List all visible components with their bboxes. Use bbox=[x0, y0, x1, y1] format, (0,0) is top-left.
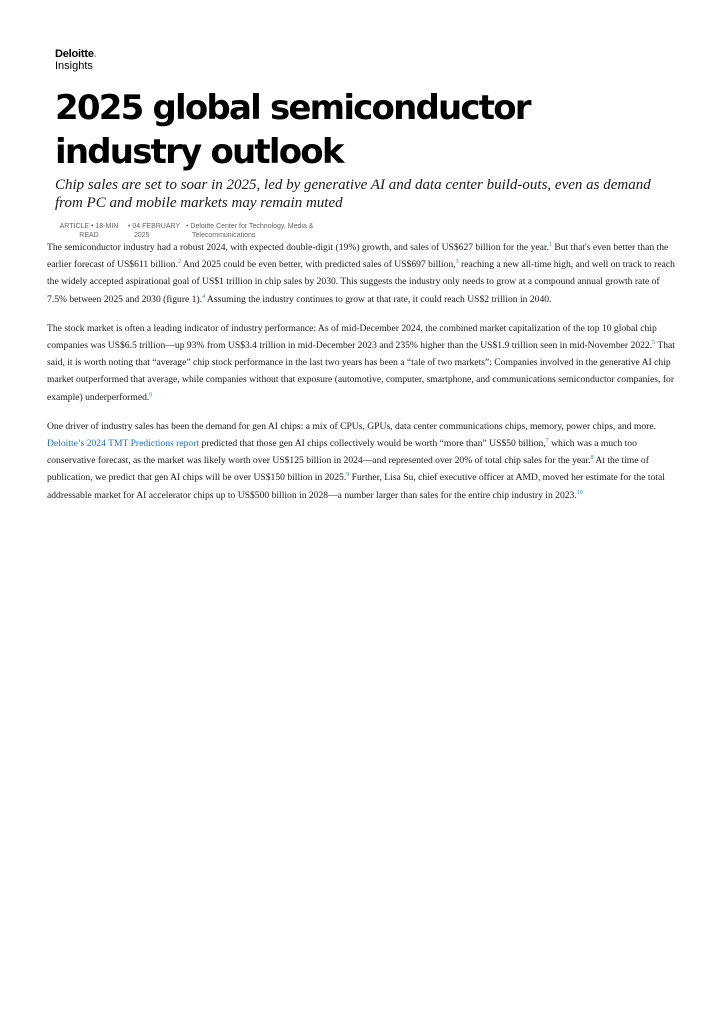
footnote-ref[interactable]: 10 bbox=[576, 489, 583, 496]
logo-brand bbox=[55, 49, 97, 60]
publish-date-line1: • 04 FEBRUARY bbox=[128, 223, 181, 230]
paragraph-text: predicted that those gen AI chips collectively would be worth “more than” US$50 billion, bbox=[199, 438, 546, 450]
article-type-line2: READ bbox=[79, 232, 99, 239]
article-type-meta bbox=[55, 222, 123, 240]
paragraph-text: At the time of publication, we predict that gen AI chips will be over US$150 billion in 2025. bbox=[47, 455, 649, 484]
paragraph-text: But that's even better than the earlier forecast of US$611 billion. bbox=[47, 242, 669, 271]
article-type-line1: ARTICLE • 18-MIN bbox=[59, 223, 119, 230]
footnote-ref[interactable]: 6 bbox=[149, 391, 153, 398]
publish-date-meta bbox=[128, 222, 186, 240]
article-paragraph bbox=[47, 239, 679, 308]
page-subtitle: Chip sales are set to soar in 2025, led by generative AI and data center build-outs, even as demand from PC and mobile markets may remain muted bbox=[55, 177, 651, 211]
footnote-ref[interactable]: 3 bbox=[455, 259, 459, 266]
article-paragraph bbox=[47, 320, 679, 406]
footnote-ref[interactable]: 1 bbox=[548, 242, 552, 248]
logo-product: Insights bbox=[55, 60, 93, 72]
author-org-line2: Telecommunications bbox=[192, 232, 256, 239]
author-org-meta[interactable] bbox=[186, 222, 346, 240]
footnote-ref[interactable]: 5 bbox=[652, 340, 656, 347]
logo-dot: . bbox=[93, 48, 97, 60]
paragraph-text: That said, it is worth noting that “average” chip stock performance in the last two years has been a “tale of two markets”: Companies involved in the generative AI chip market outperformed that average, while companies without that exposure (automotive, computer, smartphone, and communications semiconductor companies, for example) underperformed. bbox=[47, 340, 675, 403]
paragraph-text: Assuming the industry continues to grow at that rate, it could reach US$2 trillion in 2040. bbox=[205, 293, 552, 305]
logo-brand-text: Deloitte bbox=[55, 48, 94, 60]
footnote-ref[interactable]: 4 bbox=[202, 293, 206, 300]
footnote-ref[interactable]: 7 bbox=[545, 438, 549, 445]
footnote-ref[interactable]: 8 bbox=[590, 455, 594, 462]
paragraph-text: Further, Lisa Su, chief executive officer at AMD, moved her estimate for the total addressable market for AI accelerator chips up to US$500 billion in 2028—a number larger than sales for the entire chip industry in 2023. bbox=[47, 472, 665, 501]
paragraph-text: The semiconductor industry had a robust 2024, with expected double-digit (19%) growth, and sales of US$627 billion for the year. bbox=[47, 242, 549, 253]
footnote-ref[interactable]: 2 bbox=[178, 259, 181, 266]
page-title: 2025 global semiconductor industry outlook bbox=[55, 88, 530, 172]
paragraph-text: reaching a new all-time high, and well on track to reach the widely accepted aspirational goal of US$1 trillion in chip sales by 2030. This suggests the industry only needs to grow at a compound annual growth rate of 7.5% between 2025 and 2030 (figure 1). bbox=[47, 259, 675, 305]
paragraph-text: And 2025 could be even better, with predicted sales of US$697 billion, bbox=[181, 259, 456, 271]
author-org-line1: • Deloitte Center for Technology, Media & bbox=[186, 223, 314, 230]
article-body bbox=[47, 239, 679, 516]
deloitte-insights-logo[interactable] bbox=[55, 49, 97, 72]
paragraph-text: One driver of industry sales has been the demand for gen AI chips: a mix of CPUs, GPUs, data center communications chips, memory, power chips, and more. bbox=[47, 420, 656, 432]
paragraph-text: The stock market is often a leading indicator of industry performance: As of mid-December 2024, the combined market capitalization of the top 10 global chip companies was US$6.5 trillion—up 93% from US$3.4 trillion in mid-December 2023 and 235% higher than the US$1.9 trillion seen in mid-November 2022. bbox=[47, 322, 657, 352]
publish-date-line2: 2025 bbox=[134, 232, 150, 239]
paragraph-text: which was a much too conservative forecast, as the market was likely worth over US$125 billion in 2024—and represented over 20% of total chip sales for the year. bbox=[47, 438, 637, 467]
article-paragraph bbox=[47, 418, 679, 504]
tmt-predictions-link[interactable]: Deloitte’s 2024 TMT Predictions report bbox=[47, 438, 200, 450]
footnote-ref[interactable]: 9 bbox=[346, 472, 350, 479]
